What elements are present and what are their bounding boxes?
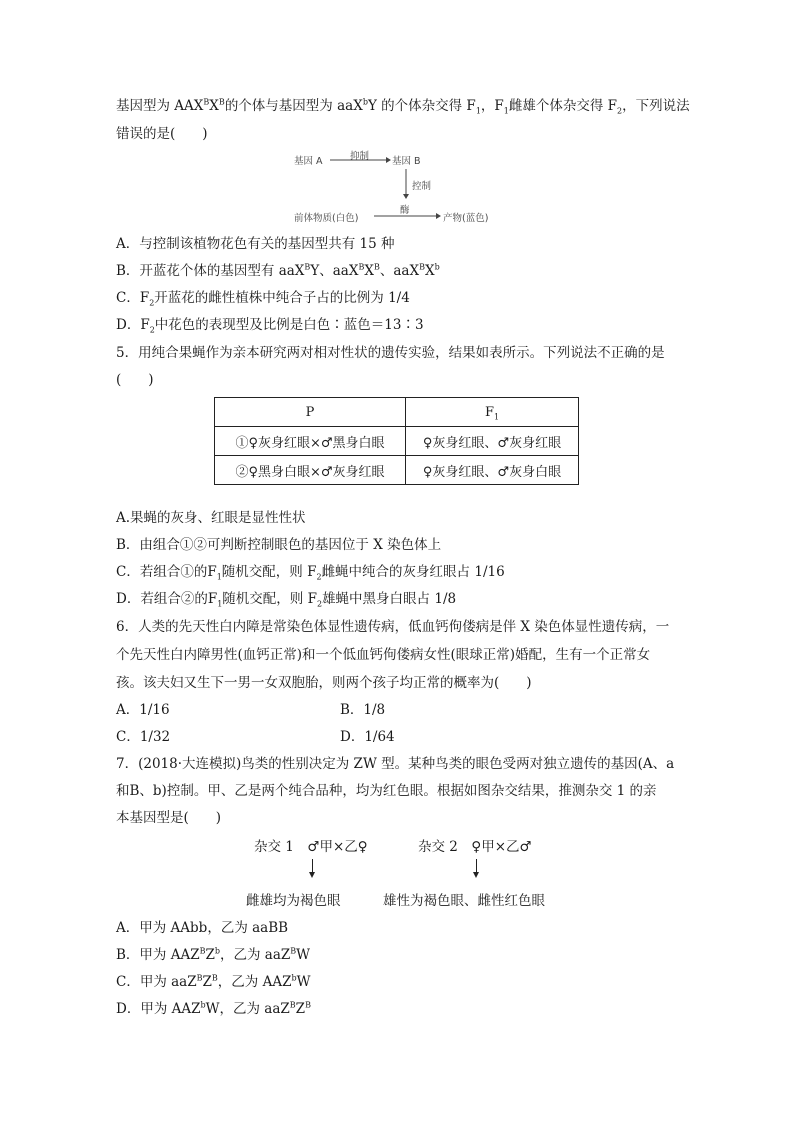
cross2-arrowhead bbox=[473, 872, 479, 878]
q5-cross-table bbox=[214, 397, 579, 485]
q4-stem-line1: 基因型为 $AAX^BX^B$的个体与基因型为 aaX$^b$Y 的个体杂交得 $F_1$，$F_1$雌雄个体杂交得 $F_2$，下列说法 bbox=[116, 97, 690, 116]
row1-parents: ①♀灰身红眼×♂黑身白眼 bbox=[215, 427, 406, 456]
cross1-arrowhead bbox=[309, 872, 315, 878]
q6-stem-line1: 6．人类的先天性白内障是常染色体显性遗传病，低血钙佝偻病是伴 X 染色体显性遗传病，一 bbox=[116, 619, 670, 635]
q6-stem-line3: 孩。该夫妇又生下一男一女双胞胎，则两个孩子均正常的概率为( ) bbox=[116, 675, 532, 691]
q5-option-b: B．由组合①②可判断控制眼色的基因位于 X 染色体上 bbox=[116, 537, 442, 553]
table-row bbox=[215, 456, 579, 485]
q5-stem-line1: 5．用纯合果蝇作为亲本研究两对相对性状的遗传实验，结果如表所示。下列说法不正确的是 bbox=[116, 345, 665, 361]
q6-stem-line2: 个先天性白内障男性(血钙正常)和一个低血钙佝偻病女性(眼球正常)婚配，生有一个正常女 bbox=[116, 647, 651, 663]
q5-option-a: A.果蝇的灰身、红眼是显性性状 bbox=[116, 510, 306, 526]
q7-option-a: A．甲为 AAbb，乙为 aaBB bbox=[116, 920, 289, 936]
q5-option-d: D．若组合②的$F_1$随机交配，则 $F_2$雄蝇中黑身白眼占 1/8 bbox=[116, 591, 457, 609]
q6-option-d: D．1/64 bbox=[340, 729, 395, 745]
q6-option-b: B．1/8 bbox=[340, 702, 386, 718]
q4-option-d: D．$F_2$中花色的表现型及比例是白色∶蓝色＝13∶3 bbox=[116, 317, 424, 335]
cross1-result: 雌雄均为褐色眼 bbox=[246, 893, 341, 909]
cross2-label: 杂交 2 ♀甲×乙♂ bbox=[418, 839, 532, 855]
cross2-result: 雄性为褐色眼、雌性红色眼 bbox=[383, 893, 545, 909]
q4-option-b: B．开蓝花个体的基因型有 aaX$^B$Y、$aaX^BX^B$、$aaX^BX^b$ bbox=[116, 262, 440, 279]
q4-pathway-diagram bbox=[294, 150, 514, 226]
q5-stem-line2: ( ) bbox=[116, 372, 154, 388]
table-header-row bbox=[215, 398, 579, 427]
q6-option-a: A．1/16 bbox=[116, 702, 170, 718]
q4-stem-line2: 错误的是( ) bbox=[116, 126, 208, 142]
inhibit-label: 抑制 bbox=[350, 151, 370, 162]
q6-option-c: C．1/32 bbox=[116, 729, 171, 745]
q7-option-c: C．甲为 $aaZ^BZ^B$，乙为 AAZ$^b$W bbox=[116, 973, 311, 990]
row2-parents: ②♀黑身白眼×♂灰身红眼 bbox=[215, 456, 406, 485]
q4-option-c: C．$F_2$开蓝花的雌性植株中纯合子占的比例为 1/4 bbox=[116, 290, 410, 308]
cross1-arrow bbox=[312, 859, 313, 873]
table-row bbox=[215, 427, 579, 456]
q7-stem-line1: 7．(2018·大连模拟)鸟类的性别决定为 ZW 型。某种鸟类的眼色受两对独立遗传的基因(A、a bbox=[116, 756, 675, 772]
header-p: P bbox=[215, 398, 406, 427]
control-label: 控制 bbox=[412, 181, 432, 192]
q7-stem-line2: 和B、b)控制。甲、乙是两个纯合品种，均为红色眼。根据如图杂交结果，推测杂交 1 的亲 bbox=[116, 783, 657, 799]
pathway-arrows bbox=[294, 150, 514, 226]
product-label: 产物(蓝色) bbox=[443, 213, 489, 224]
q5-option-c: C．若组合①的$F_1$随机交配，则 $F_2$雌蝇中纯合的灰身红眼占 1/16 bbox=[116, 564, 505, 582]
header-f1: $F_1$ bbox=[406, 398, 579, 427]
gene-b-label: 基因 B bbox=[392, 156, 421, 167]
q7-option-d: D．甲为 AAZ$^b$W，乙为 $aaZ^BZ^B$ bbox=[116, 1000, 311, 1017]
cross2-arrow bbox=[476, 859, 477, 873]
precursor-label: 前体物质(白色) bbox=[294, 213, 359, 224]
enzyme-label: 酶 bbox=[400, 205, 410, 216]
cross1-label: 杂交 1 ♂甲×乙♀ bbox=[254, 839, 368, 855]
gene-a-label: 基因 A bbox=[294, 156, 323, 167]
q4-option-a: A．与控制该植物花色有关的基因型共有 15 种 bbox=[116, 236, 395, 252]
row2-f1: ♀灰身红眼、♂灰身白眼 bbox=[406, 456, 579, 485]
row1-f1: ♀灰身红眼、♂灰身红眼 bbox=[406, 427, 579, 456]
q7-stem-line3: 本基因型是( ) bbox=[116, 810, 222, 826]
q7-option-b: B．甲为 $AAZ^BZ^b$，乙为 aaZ$^B$W bbox=[116, 946, 311, 963]
